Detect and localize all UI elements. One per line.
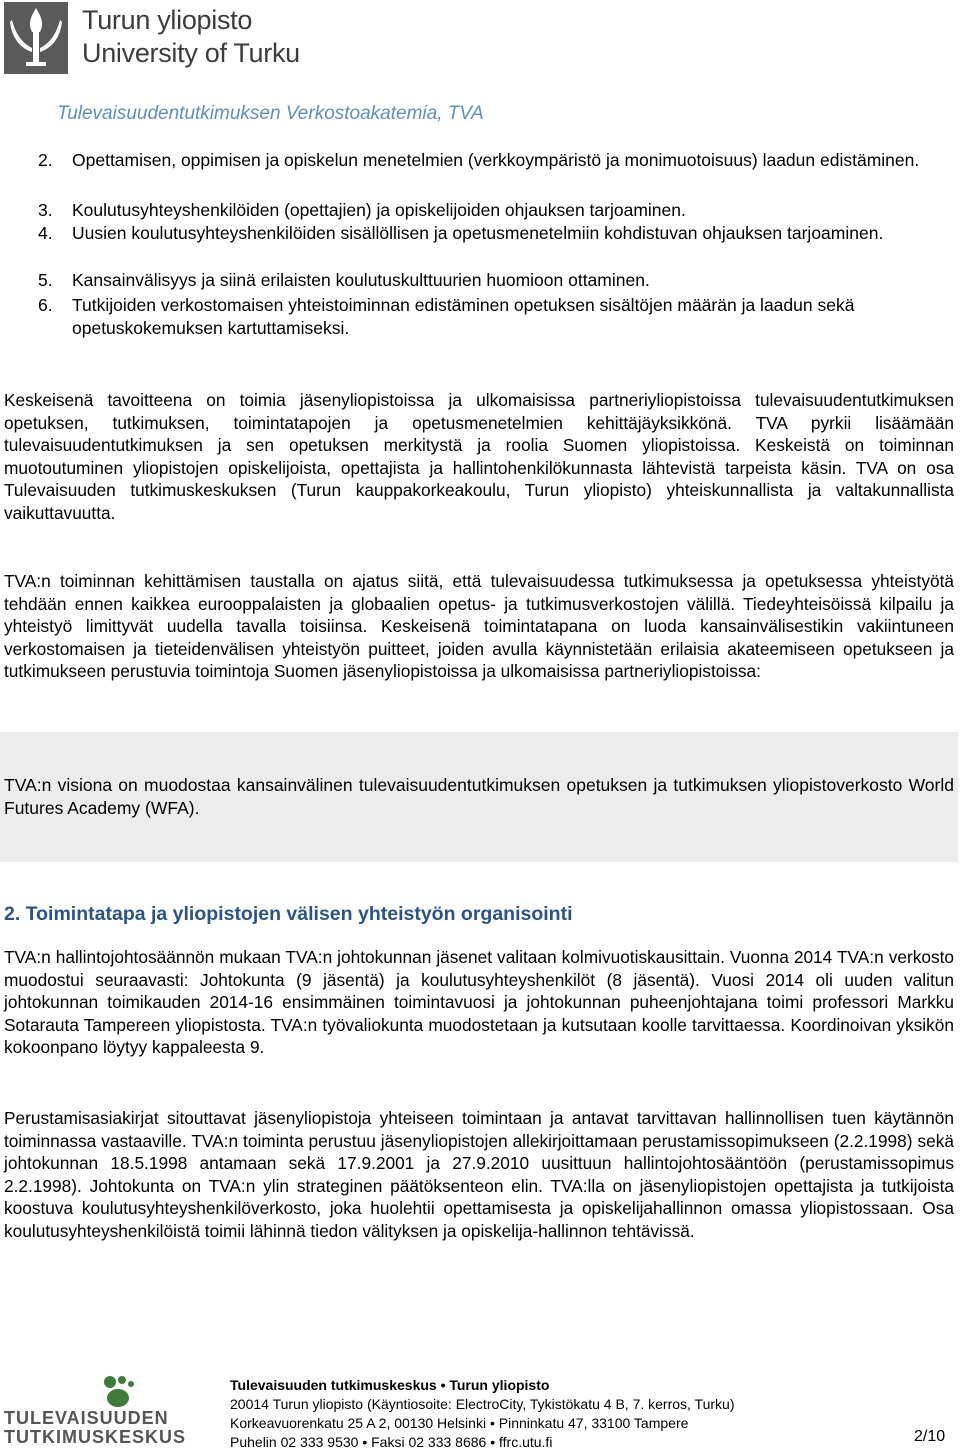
footer-logo-line2: TUTKIMUSKESKUS — [4, 1427, 187, 1447]
section-heading: 2. Toimintatapa ja yliopistojen välisen yhteistyön organisointi — [4, 903, 573, 925]
list-item: Koulutusyhteyshenkilöiden (opettajien) ja opiskelijoiden ohjauksen tarjoaminen. — [72, 200, 686, 220]
footer-phone: Puhelin 02 333 9530 • Faksi 02 333 8686 • ffrc.utu.fi — [230, 1434, 553, 1450]
list-item: Uusien koulutusyhteyshenkilöiden sisällöllisen ja opetusmenetelmiin kohdistuvan ohjauksen tarjoaminen. — [72, 223, 884, 243]
footer-logo — [4, 1372, 216, 1446]
vision-callout — [0, 732, 958, 862]
footer-offices: Korkeavuorenkatu 25 A 2, 00130 Helsinki • Pinninkatu 47, 33100 Tampere — [230, 1415, 689, 1431]
goal-paragraph: Keskeisenä tavoitteena on toimia jäsenyliopistoissa ja ulkomaisissa partneriyliopistoissa tulevaisuudentutkimuksen opetuksen, tutkimuksen, toimintatapojen ja opetusmenetelmien kehittäjäyksikkönä. TVA pyrkii lisäämään tulevaisuudentutkimuksen ja sen opetuksen merkitystä ja roolia Suomen yliopistoissa. Keskeistä on toiminnan muotoutuminen yliopistojen opiskelijoista, opettajista ja hallintohenkilökunnasta lähtevistä tarpeista käsin. TVA on osa Tulevaisuuden tutkimuskeskuksen (Turun kauppakorkeakoulu, Turun yliopisto) yhteiskunnallista ja valtakunnallista vaikuttavuutta. — [4, 390, 954, 523]
university-name-en: University of Turku — [82, 38, 300, 68]
list-number: 3. — [38, 200, 53, 220]
list-number: 5. — [38, 270, 53, 290]
university-name-fi: Turun yliopisto — [82, 5, 253, 35]
list-item: Kansainvälisyys ja siinä erilaisten koulutuskulttuurien huomioon ottaminen. — [72, 270, 650, 290]
footer-org: Tulevaisuuden tutkimuskeskus • Turun yliopisto — [230, 1377, 550, 1393]
footer-contact — [230, 1376, 790, 1452]
governance-paragraph: TVA:n hallintojohtosäännön mukaan TVA:n johtokunnan jäsenet valitaan kolmivuotiskausittain. Vuonna 2014 TVA:n verkosto muodostui seuraavasti: Johtokunta (9 jäsentä) ja koulutusyhteyshenkilöt (8 jäsentä). Vuosi 2014 oli uuden valitun johtokunnan toimikauden 2014-16 ensimmäinen toimintavuosi ja johtokunnan puheenjohtajana toimi professori Markku Sotarauta Tampereen yliopistosta. TVA:n työvaliokunta muodostetaan ja kutsutaan koolle tarvittaessa. Koordinoivan yksikön kokoonpano löytyy kappaleesta 9. — [4, 947, 954, 1058]
list-item: Tutkijoiden verkostomaisen yhteistoiminnan edistäminen opetuksen sisältöjen määrän ja laadun sekä opetuskokemuksen kartuttamiseksi. — [72, 295, 855, 338]
list-number: 6. — [38, 295, 53, 315]
founding-paragraph: Perustamisasiakirjat sitouttavat jäsenyliopistoja yhteiseen toimintaan ja antavat tarvittavan hallinnollisen tuen käytännön toiminnassa vastaaville. TVA:n toiminta perustuu jäsenyliopistojen allekirjoittamaan perustamissopimukseen (2.2.1998) sekä johtokunnan 18.5.1998 antamaan sekä 17.9.2001 ja 27.9.2010 uusittuun hallintojohtosääntöön (perustamissopimus 2.2.1998). Johtokunta on TVA:n ylin strateginen päätöksenteon elin. TVA:lla on jäsenyliopistojen opettajista ja tutkijoista koostuva koulutusyhteyshenkilöverkosto, joka huolehtii opettamisesta ja opiskelijahallinnon omassa yliopistossaan. Osa koulutusyhteyshenkilöistä toimii lähinnä tiedon välityksen ja opiskelija-hallinnon tehtävissä. — [4, 1108, 954, 1241]
list-item: Opettamisen, oppimisen ja opiskelun menetelmien (verkkoympäristö ja monimuotoisuus) laadun edistäminen. — [72, 150, 920, 170]
page-number: 2/10 — [914, 1428, 946, 1445]
background-paragraph: TVA:n toiminnan kehittämisen taustalla on ajatus siitä, että tulevaisuudessa tutkimuksessa ja opetuksessa yhteistyötä tehdään ennen kaikkea eurooppalaisten ja globaalien opetus- ja tutkimusverkostojen välillä. Tiedeyhteisöissä kilpailu ja yhteistyö limittyvät uudella tavalla toisiinsa. Keskeisenä toimintatapana on luoda kansainvälisestikin vakiintuneen verkostomaisen ja tieteidenvälisen yhteistyön puitteet, joiden avulla käynnistetään erilaisia akateemiseen opetukseen ja tutkimukseen perustuvia toimintoja Suomen jäsenyliopistoissa ja ulkomaisissa partneriyliopistoissa: — [4, 571, 954, 682]
university-emblem-icon — [4, 2, 68, 74]
footer-address: 20014 Turun yliopisto (Käyntiosoite: ElectroCity, Tykistökatu 4 B, 7. kerros, Turku) — [230, 1396, 735, 1412]
list-number: 2. — [38, 150, 53, 170]
running-header: Tulevaisuudentutkimuksen Verkostoakatemia, TVA — [57, 103, 484, 124]
footer-logo-line1: TULEVAISUUDEN — [4, 1408, 169, 1428]
vision-text: TVA:n visiona on muodostaa kansainvälinen tulevaisuudentutkimuksen opetuksen ja tutkimuksen yliopistoverkosto World Futures Academy (WFA). — [4, 775, 954, 818]
list-number: 4. — [38, 223, 53, 243]
